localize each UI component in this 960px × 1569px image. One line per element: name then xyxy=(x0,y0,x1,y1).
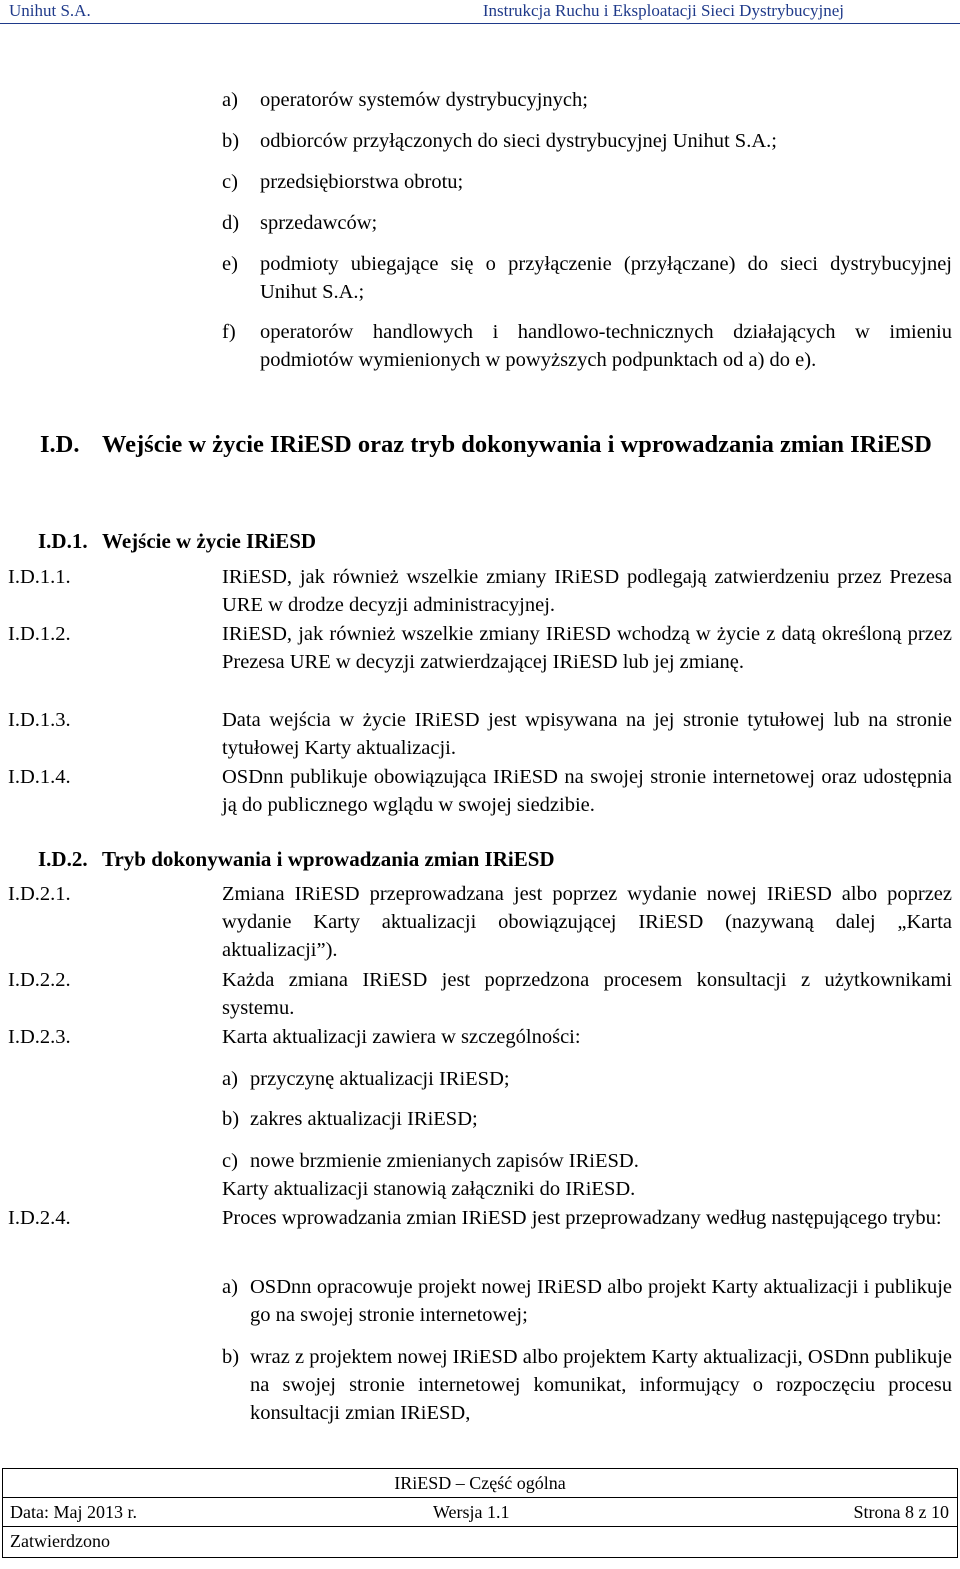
list-item: b) wraz z projektem nowej IRiESD albo projektem Karty aktualizacji, OSDnn publikuje na swojej stronie internetowej komunikat, informujący o rozpoczęciu procesu konsultacji zmian IRiESD, xyxy=(222,1346,952,1424)
header-document-title: Instrukcja Ruchu i Eksploatacji Sieci Dystrybucyjnej xyxy=(482,1,844,20)
list-item: a) operatorów systemów dystrybucyjnych; xyxy=(222,89,588,111)
footer-table xyxy=(2,1468,958,1558)
section-title: Wejście w życie IRiESD oraz tryb dokonywania i wprowadzania zmian IRiESD xyxy=(102,431,932,458)
list-item: f) operatorów handlowych i handlowo-technicznych działających w imieniu podmiotów wymienionych w powyższych podpunktach od a) do e). xyxy=(222,321,952,371)
paragraph-text: OSDnn publikuje obowiązująca IRiESD na swojej stronie internetowej oraz udostępnia ją do publicznego wglądu w swojej siedzibie. xyxy=(222,766,952,816)
paragraph-text: Karta aktualizacji zawiera w szczególności: xyxy=(222,1026,581,1048)
footer-page: Strona 8 z 10 xyxy=(853,1502,949,1522)
footer-title-row xyxy=(3,1469,957,1497)
footer-date: Data: Maj 2013 r. xyxy=(10,1502,137,1522)
paragraph-number: I.D.2.3. xyxy=(8,1026,71,1048)
paragraph-number: I.D.1.4. xyxy=(8,766,71,788)
paragraph-text: Proces wprowadzania zmian IRiESD jest przeprowadzany według następującego trybu: xyxy=(222,1207,942,1229)
paragraph-number: I.D.2.2. xyxy=(8,969,71,991)
list-item: a) OSDnn opracowuje projekt nowej IRiESD albo projekt Karty aktualizacji i publikuje go na swojej stronie internetowej; xyxy=(222,1276,952,1326)
list-item: c) przedsiębiorstwa obrotu; xyxy=(222,171,464,193)
header-divider xyxy=(0,23,960,24)
paragraph-number: I.D.1.2. xyxy=(8,623,71,645)
paragraph-text: Każda zmiana IRiESD jest poprzedzona procesem konsultacji z użytkownikami systemu. xyxy=(222,969,952,1019)
footer-version: Wersja 1.1 xyxy=(433,1502,510,1522)
footer-info-row xyxy=(3,1497,957,1526)
list-item: b) odbiorców przyłączonych do sieci dystrybucyjnej Unihut S.A.; xyxy=(222,130,777,152)
paragraph-text: Zmiana IRiESD przeprowadzana jest poprzez wydanie nowej IRiESD albo poprzez wydanie Karty aktualizacji obowiązującej IRiESD (nazywaną dalej „Karta aktualizacji”). xyxy=(222,883,952,961)
footer-approved: Zatwierdzono xyxy=(10,1531,110,1551)
paragraph-number: I.D.1.1. xyxy=(8,566,71,588)
header-company: Unihut S.A. xyxy=(9,1,91,20)
section-number: I.D. xyxy=(40,431,80,458)
list-item: d) sprzedawców; xyxy=(222,212,378,234)
list-item: b) zakres aktualizacji IRiESD; xyxy=(222,1108,478,1130)
list-item: c) nowe brzmienie zmienianych zapisów IRiESD. xyxy=(222,1150,639,1172)
paragraph-text: Karty aktualizacji stanowią załączniki do IRiESD. xyxy=(222,1178,636,1200)
section-heading xyxy=(8,428,953,462)
paragraph-number: I.D.2.4. xyxy=(8,1207,71,1229)
paragraph-text: IRiESD, jak również wszelkie zmiany IRiESD wchodzą w życie z datą określoną przez Prezesa URE w decyzji zatwierdzającej IRiESD lub jej zmianę. xyxy=(222,623,952,673)
paragraph-text: Data wejścia w życie IRiESD jest wpisywana na jej stronie tytułowej lub na stronie tytułowej Karty aktualizacji. xyxy=(222,709,952,759)
paragraph-number: I.D.2.1. xyxy=(8,883,71,905)
list-item: a) przyczynę aktualizacji IRiESD; xyxy=(222,1068,510,1090)
footer-title: IRiESD – Część ogólna xyxy=(394,1473,566,1493)
paragraph-number: I.D.1.3. xyxy=(8,709,71,731)
footer-approval-row xyxy=(3,1526,957,1557)
list-item: e) podmioty ubiegające się o przyłączenie (przyłączane) do sieci dystrybucyjnej Unihut S.A.; xyxy=(222,253,952,303)
paragraph-text: IRiESD, jak również wszelkie zmiany IRiESD podlegają zatwierdzeniu przez Prezesa URE w drodze decyzji administracyjnej. xyxy=(222,566,952,616)
